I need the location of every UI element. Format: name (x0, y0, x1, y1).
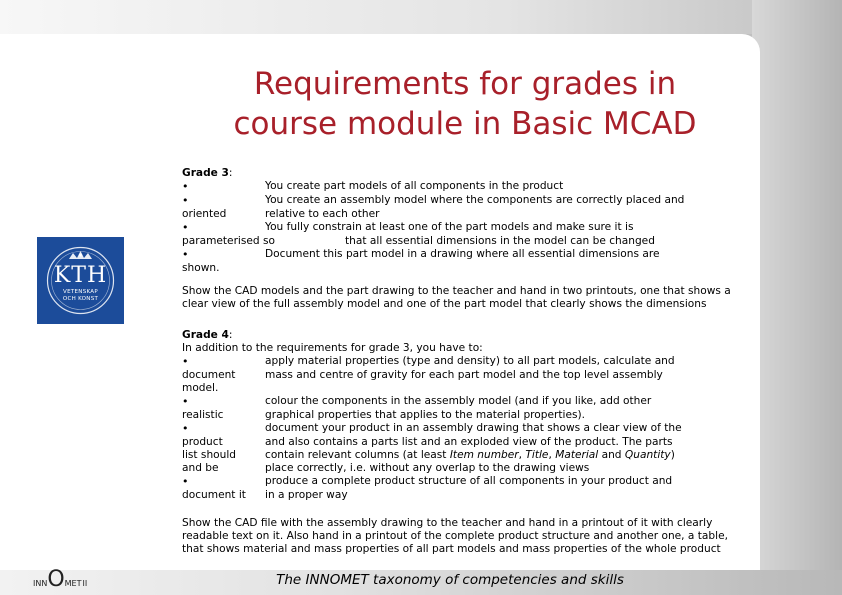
grade3-item-1 (182, 180, 742, 194)
title-line-1: Requirements for grades in (253, 66, 677, 102)
logo-part-2: O (47, 567, 65, 592)
logo-part-1: INN (33, 579, 48, 588)
slide-title (160, 64, 770, 144)
grade4-heading (182, 329, 742, 342)
grade3-item-3-cont (182, 235, 742, 248)
grade4-item-3-columns (265, 449, 742, 462)
logo-text: KTH (53, 263, 108, 288)
slide-content (182, 167, 742, 556)
grade3-item-3 (182, 221, 742, 235)
grade3-item-2 (182, 194, 742, 208)
separator: , (518, 449, 526, 461)
grade4-item-3 (182, 422, 742, 436)
grade4-colon: : (228, 329, 233, 341)
title-line-2: course module in Basic MCAD (233, 106, 697, 142)
grade3-handin-text: Show the CAD models and the part drawing to the teacher and hand in two printouts, one that shows a clear view of the full assembly model and one of the part model that clearly shows the dimensions (182, 285, 731, 310)
close-paren: ) (670, 449, 675, 461)
grade3-item-2-cont-text: relative to each other (265, 208, 380, 220)
grade4-handin-text: Show the CAD file with the assembly drawing to the teacher and hand in a printout of it with clearly readable text on it. Also hand in a printout of the complete product structure and another one, a table, that shows material and mass properties of all part models and mass properties of the whole product (182, 517, 728, 555)
grade3-item-3-cont-text: that all essential dimensions in the model can be changed (345, 235, 655, 247)
grade4-heading-text: Grade 4 (182, 329, 229, 341)
grade4-intro: In addition to the requirements for grade 3, you have to: (182, 342, 483, 354)
grade4-item-4 (182, 475, 742, 489)
grade4-item-1-cont2 (182, 382, 742, 395)
grade4-item-2-label: realistic (182, 409, 224, 421)
logo-subtitle-1: VETENSKAP (63, 289, 98, 295)
grade4-item-2-cont-text: graphical properties that applies to the material properties). (265, 409, 586, 421)
grade4-item-2 (182, 395, 742, 409)
grade3-item-3-text: You fully constrain at least one of the part models and make sure it is (265, 221, 634, 233)
columns-text: contain relevant columns (at least (265, 449, 450, 461)
and-text: and (598, 449, 625, 461)
innomet-logo (33, 567, 87, 591)
grade4-item-4-text: produce a complete product structure of all components in your product and (265, 475, 673, 487)
grade4-item-1-cont-text: mass and centre of gravity for each part model and the top level assembly (265, 369, 663, 381)
grade4-item-3-label-3: and be (182, 462, 219, 474)
grade4-item-1 (182, 355, 742, 369)
logo-part-4: II (82, 579, 88, 588)
bullet-icon: • (182, 395, 189, 408)
material-term: Material (555, 449, 599, 461)
grade3-item-2-label: oriented (182, 208, 227, 220)
grade4-item-4-cont (182, 489, 742, 502)
kth-logo (37, 237, 124, 324)
grade4-item-3-cont2 (182, 449, 742, 462)
grade4-item-2-text: colour the components in the assembly model (and if you like, add other (265, 395, 652, 407)
grade4-item-3-cont3 (182, 462, 742, 475)
bullet-icon: • (182, 355, 189, 368)
bullet-icon: • (182, 221, 189, 234)
top-band (0, 0, 842, 34)
bullet-icon: • (182, 248, 189, 261)
grade4-item-4-cont-text: in a proper way (265, 489, 348, 501)
grade4-item-3-cont-text-3: place correctly, i.e. without any overlap to the drawing views (265, 462, 590, 474)
grade4-item-3-text: document your product in an assembly drawing that shows a clear view of the (265, 422, 682, 434)
grade4-item-2-cont (182, 409, 742, 422)
grade3-item-4-label: shown. (182, 262, 220, 274)
grade4-item-1-cont (182, 369, 742, 382)
grade3-colon: : (228, 167, 233, 179)
grade4-item-1-label: document (182, 369, 236, 381)
logo-part-3: MET (64, 579, 82, 588)
grade4-item-4-label: document it (182, 489, 246, 501)
grade3-item-1-text: You create part models of all components in the product (265, 180, 564, 192)
quantity-term: Quantity (624, 449, 671, 461)
grade4-item-3-cont-text: and also contains a parts list and an exploded view of the product. The parts (265, 436, 673, 448)
grade3-heading (182, 167, 742, 180)
grade4-item-1-label-2: model. (182, 382, 219, 394)
item-number-term: Item number (449, 449, 519, 461)
grade3-item-4-text: Document this part model in a drawing where all essential dimensions are (265, 248, 660, 260)
bullet-icon: • (182, 194, 189, 207)
bullet-icon: • (182, 422, 189, 435)
title-term: Title (525, 449, 549, 461)
grade3-item-4-cont (182, 262, 742, 275)
bullet-icon: • (182, 180, 189, 193)
grade4-item-1-text: apply material properties (type and density) to all part models, calculate and (265, 355, 675, 367)
logo-subtitle-2: OCH KONST (62, 296, 99, 302)
grade4-item-3-label-2: list should (182, 449, 237, 461)
grade3-heading-text: Grade 3 (182, 167, 229, 179)
grade4-item-3-cont (182, 436, 742, 449)
grade3-item-2-text: You create an assembly model where the components are correctly placed and (265, 194, 685, 206)
grade3-item-2-cont (182, 208, 742, 221)
grade3-item-4 (182, 248, 742, 262)
separator: , (548, 449, 556, 461)
footer-caption: The INNOMET taxonomy of competencies and skills (276, 572, 624, 588)
grade4-item-3-label: product (182, 436, 223, 448)
bullet-icon: • (182, 475, 189, 488)
grade3-item-3-label: parameterised so (182, 235, 276, 247)
